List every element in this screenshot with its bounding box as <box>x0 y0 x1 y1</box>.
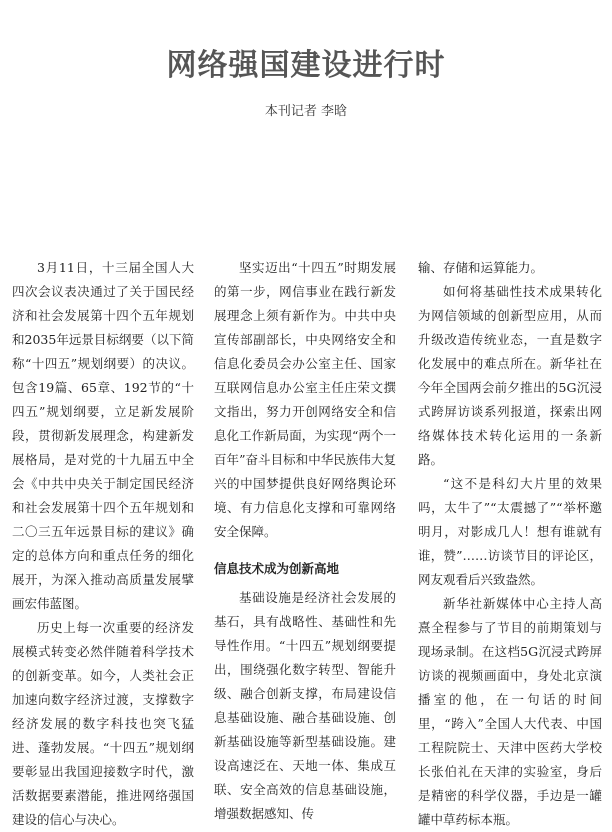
paragraph: “这不是科幻大片里的效果吗，太牛了”“太震撼了”“举杯邀明月，对影成几人！想有谁就有谁，赞”……访谈节目的评论区，网友观看后兴致盎然。 <box>418 476 602 587</box>
paragraph: 基础设施是经济社会发展的基石，具有战略性、基础性和先导性作用。“十四五”规划纲要提出，围绕强化数字转型、智能升级、融合创新支撑，布局建设信息基础设施、融合基础设施、创新基础设施等新型基础设施。建设高速泛在、天地一体、集成互联、安全高效的信息基础设施，增强数据感知、传 <box>214 590 396 821</box>
text-column-1 <box>12 256 194 832</box>
article-title: 网络强国建设进行时 <box>166 48 446 83</box>
paragraph: 新华社新媒体中心主持人高熹全程参与了节目的前期策划与现场录制。在这档5G沉浸式跨屏访谈的视频画面中，身处北京演播室的他，在一句话的时间里，“跨入”全国人大代表、中国工程院院士、天津中医药大学校长张伯礼在天津的实验室，身后是精密的科学仪器，手边是一罐罐中草药标本瓶。 <box>418 596 602 827</box>
section-heading: 信息技术成为创新高地 <box>214 561 340 576</box>
text-column-2 <box>214 256 396 826</box>
paragraph-continuation: 输、存储和运算能力。 <box>418 260 544 275</box>
paragraph: 坚实迈出“十四五”时期发展的第一步，网信事业在践行新发展理念上须有新作为。中共中央宣传部副部长，中央网络安全和信息化委员会办公室主任、国家互联网信息办公室主任庄荣文撰文指出，努力开创网络安全和信息化工作新局面，为实现“两个一百年”奋斗目标和中华民族伟大复兴的中国梦提供良好网络舆论环境、有力信息化支撑和可靠网络安全保障。 <box>214 260 396 539</box>
paragraph: 如何将基础性技术成果转化为网信领域的创新型应用，从而升级改造传统业态，一直是数字化发展中的难点所在。新华社在今年全国两会前夕推出的5G沉浸式跨屏访谈系列报道，探索出网络媒体技术转化运用的一条新路。 <box>418 284 602 467</box>
text-column-3 <box>418 256 602 832</box>
article-byline: 本刊记者 李晗 <box>264 104 348 119</box>
paragraph: 历史上每一次重要的经济发展模式转变必然伴随着科学技术的创新变革。如今，人类社会正加速向数字经济过渡，支撑数字经济发展的数字科技也突飞猛进、蓬勃发展。“十四五”规划纲要彰显出我国迎接数字时代，激活数据要素潜能，推进网络强国建设的信心与决心。 <box>12 620 194 827</box>
paragraph: 3月11日，十三届全国人大四次会议表决通过了关于国民经济和社会发展第十四个五年规划和2035年远景目标纲要（以下简称“十四五”规划纲要）的决议。包含19篇、65章、192节的“十四五”规划纲要，立足新发展阶段，贯彻新发展理念，构建新发展格局，是对党的十九届五中全会《中共中央关于制定国民经济和社会发展第十四个五年规划和二〇三五年远景目标的建议》确定的总体方向和重点任务的细化展开，为深入推动高质量发展擘画宏伟蓝图。 <box>12 260 194 611</box>
